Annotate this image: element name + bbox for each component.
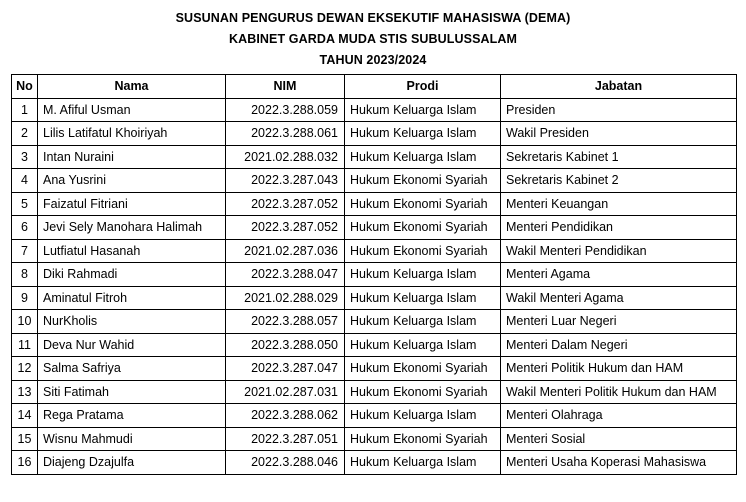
cell-nim: 2022.3.287.052	[226, 216, 345, 240]
cell-no: 5	[12, 192, 38, 216]
cell-nama: Jevi Sely Manohara Halimah	[38, 216, 226, 240]
cell-prodi: Hukum Keluarga Islam	[345, 451, 501, 475]
table-row	[12, 122, 737, 146]
cell-jabatan: Menteri Sosial	[501, 427, 737, 451]
table-row	[12, 192, 737, 216]
cell-no: 16	[12, 451, 38, 475]
cell-no: 11	[12, 333, 38, 357]
table-header-row	[12, 75, 737, 99]
cell-nama: Wisnu Mahmudi	[38, 427, 226, 451]
cell-no: 2	[12, 122, 38, 146]
cell-nim: 2022.3.288.046	[226, 451, 345, 475]
table-row	[12, 145, 737, 169]
table-row	[12, 239, 737, 263]
cell-nim: 2022.3.288.050	[226, 333, 345, 357]
cell-nama: Diki Rahmadi	[38, 263, 226, 287]
cell-no: 3	[12, 145, 38, 169]
document-title	[0, 8, 746, 71]
cell-nama: Deva Nur Wahid	[38, 333, 226, 357]
cell-no: 14	[12, 404, 38, 428]
cell-prodi: Hukum Ekonomi Syariah	[345, 169, 501, 193]
header-no: No	[12, 75, 38, 99]
cell-jabatan: Menteri Luar Negeri	[501, 310, 737, 334]
cell-nama: Aminatul Fitroh	[38, 286, 226, 310]
table-row	[12, 216, 737, 240]
cell-nim: 2022.3.288.047	[226, 263, 345, 287]
cell-jabatan: Wakil Presiden	[501, 122, 737, 146]
cell-nim: 2022.3.288.062	[226, 404, 345, 428]
cell-nim: 2022.3.287.052	[226, 192, 345, 216]
cell-no: 13	[12, 380, 38, 404]
cell-nama: M. Afiful Usman	[38, 98, 226, 122]
cell-jabatan: Menteri Politik Hukum dan HAM	[501, 357, 737, 381]
cell-nim: 2022.3.287.051	[226, 427, 345, 451]
table-row	[12, 380, 737, 404]
cell-nim: 2022.3.288.059	[226, 98, 345, 122]
cell-nim: 2022.3.288.057	[226, 310, 345, 334]
cell-jabatan: Wakil Menteri Politik Hukum dan HAM	[501, 380, 737, 404]
cell-nim: 2021.02.288.032	[226, 145, 345, 169]
cell-no: 7	[12, 239, 38, 263]
cell-prodi: Hukum Ekonomi Syariah	[345, 192, 501, 216]
cell-prodi: Hukum Keluarga Islam	[345, 145, 501, 169]
cell-prodi: Hukum Keluarga Islam	[345, 286, 501, 310]
table-row	[12, 169, 737, 193]
cell-jabatan: Menteri Olahraga	[501, 404, 737, 428]
cell-nim: 2021.02.287.036	[226, 239, 345, 263]
cell-no: 15	[12, 427, 38, 451]
cell-jabatan: Sekretaris Kabinet 1	[501, 145, 737, 169]
cell-jabatan: Wakil Menteri Agama	[501, 286, 737, 310]
cell-prodi: Hukum Keluarga Islam	[345, 310, 501, 334]
cell-prodi: Hukum Keluarga Islam	[345, 263, 501, 287]
cell-nama: Ana Yusrini	[38, 169, 226, 193]
cell-jabatan: Sekretaris Kabinet 2	[501, 169, 737, 193]
cell-jabatan: Wakil Menteri Pendidikan	[501, 239, 737, 263]
cell-jabatan: Menteri Dalam Negeri	[501, 333, 737, 357]
table-row	[12, 427, 737, 451]
table-row	[12, 286, 737, 310]
cell-nama: Intan Nuraini	[38, 145, 226, 169]
cell-nim: 2022.3.288.061	[226, 122, 345, 146]
cell-nama: Faizatul Fitriani	[38, 192, 226, 216]
cell-nim: 2022.3.287.047	[226, 357, 345, 381]
table-row	[12, 357, 737, 381]
header-nim: NIM	[226, 75, 345, 99]
cell-prodi: Hukum Ekonomi Syariah	[345, 239, 501, 263]
title-line-2: KABINET GARDA MUDA STIS SUBULUSSALAM	[228, 32, 518, 46]
table-row	[12, 404, 737, 428]
table-row	[12, 98, 737, 122]
table-row	[12, 263, 737, 287]
table-body	[12, 98, 737, 474]
cell-nama: NurKholis	[38, 310, 226, 334]
header-jabatan: Jabatan	[501, 75, 737, 99]
cell-no: 6	[12, 216, 38, 240]
cell-nama: Rega Pratama	[38, 404, 226, 428]
cell-nama: Lilis Latifatul Khoiriyah	[38, 122, 226, 146]
cell-prodi: Hukum Ekonomi Syariah	[345, 380, 501, 404]
roster-table	[11, 74, 737, 475]
title-line-3: TAHUN 2023/2024	[319, 53, 427, 67]
cell-no: 10	[12, 310, 38, 334]
cell-nama: Lutfiatul Hasanah	[38, 239, 226, 263]
header-prodi: Prodi	[345, 75, 501, 99]
cell-jabatan: Presiden	[501, 98, 737, 122]
table-row	[12, 333, 737, 357]
cell-jabatan: Menteri Keuangan	[501, 192, 737, 216]
cell-no: 4	[12, 169, 38, 193]
cell-nama: Salma Safriya	[38, 357, 226, 381]
cell-nim: 2021.02.288.029	[226, 286, 345, 310]
header-nama: Nama	[38, 75, 226, 99]
cell-prodi: Hukum Ekonomi Syariah	[345, 357, 501, 381]
cell-no: 8	[12, 263, 38, 287]
table-row	[12, 451, 737, 475]
cell-prodi: Hukum Keluarga Islam	[345, 404, 501, 428]
cell-jabatan: Menteri Agama	[501, 263, 737, 287]
title-line-1: SUSUNAN PENGURUS DEWAN EKSEKUTIF MAHASISWA (DEMA)	[175, 11, 571, 25]
cell-no: 1	[12, 98, 38, 122]
cell-no: 12	[12, 357, 38, 381]
cell-jabatan: Menteri Pendidikan	[501, 216, 737, 240]
cell-nim: 2021.02.287.031	[226, 380, 345, 404]
cell-prodi: Hukum Keluarga Islam	[345, 333, 501, 357]
cell-prodi: Hukum Ekonomi Syariah	[345, 216, 501, 240]
cell-nama: Siti Fatimah	[38, 380, 226, 404]
cell-prodi: Hukum Ekonomi Syariah	[345, 427, 501, 451]
cell-nama: Diajeng Dzajulfa	[38, 451, 226, 475]
cell-prodi: Hukum Keluarga Islam	[345, 98, 501, 122]
cell-no: 9	[12, 286, 38, 310]
cell-prodi: Hukum Keluarga Islam	[345, 122, 501, 146]
table-row	[12, 310, 737, 334]
cell-nim: 2022.3.287.043	[226, 169, 345, 193]
cell-jabatan: Menteri Usaha Koperasi Mahasiswa	[501, 451, 737, 475]
